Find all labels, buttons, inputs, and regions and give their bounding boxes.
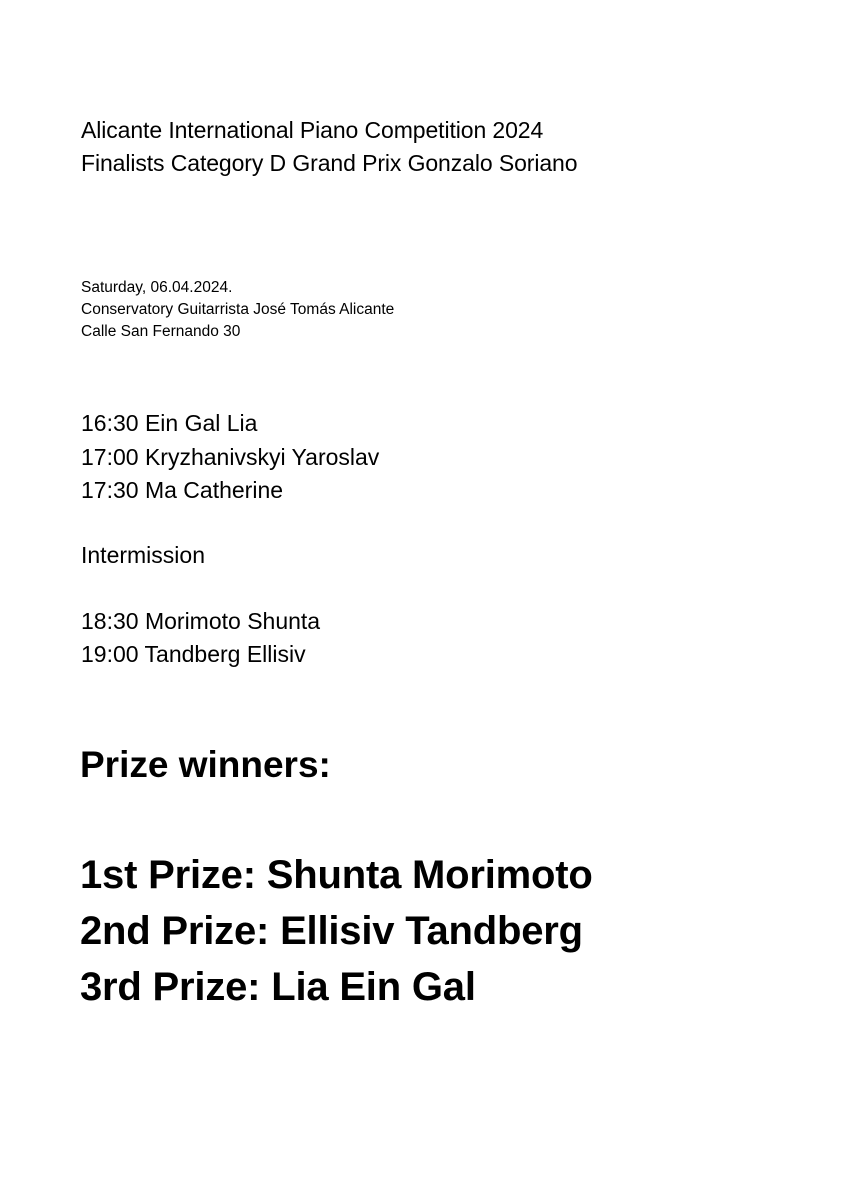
schedule-item (81, 638, 306, 671)
schedule-time: 17:00 (81, 444, 139, 470)
schedule-performer: Morimoto Shunta (144, 608, 321, 634)
schedule-time: 19:00 (81, 641, 139, 667)
prize-winner: Lia Ein Gal (271, 965, 476, 1009)
schedule-performer: Tandberg Ellisiv (144, 641, 306, 667)
prize-winner: Shunta Morimoto (266, 853, 593, 897)
schedule-performer: Kryzhanivskyi Yaroslav (144, 444, 380, 470)
schedule-time: 16:30 (81, 410, 139, 436)
prize-winner: Ellisiv Tandberg (280, 909, 583, 953)
schedule-time: 17:30 (81, 477, 139, 503)
event-venue: Conservatory Guitarrista José Tomás Alicante (81, 301, 395, 318)
prize-label: 3rd Prize: (80, 965, 261, 1009)
document-subtitle: Finalists Category D Grand Prix Gonzalo Soriano (81, 150, 578, 176)
intermission-label: Intermission (81, 542, 205, 568)
schedule-time: 18:30 (81, 608, 139, 634)
schedule-performer: Ein Gal Lia (144, 410, 258, 436)
prize-winners-heading: Prize winners: (80, 744, 331, 785)
prize-item (80, 847, 593, 903)
event-address: Calle San Fernando 30 (81, 323, 241, 340)
event-date: Saturday, 06.04.2024. (81, 279, 233, 296)
prize-item (80, 959, 476, 1015)
schedule-item (81, 407, 257, 440)
schedule-item (81, 605, 320, 638)
prize-label: 1st Prize: (80, 853, 256, 897)
schedule-item (81, 441, 379, 474)
schedule-performer: Ma Catherine (144, 477, 284, 503)
schedule-item (81, 474, 283, 507)
prize-label: 2nd Prize: (80, 909, 270, 953)
prize-item (80, 903, 583, 959)
document-title: Alicante International Piano Competition 2024 (81, 117, 544, 143)
